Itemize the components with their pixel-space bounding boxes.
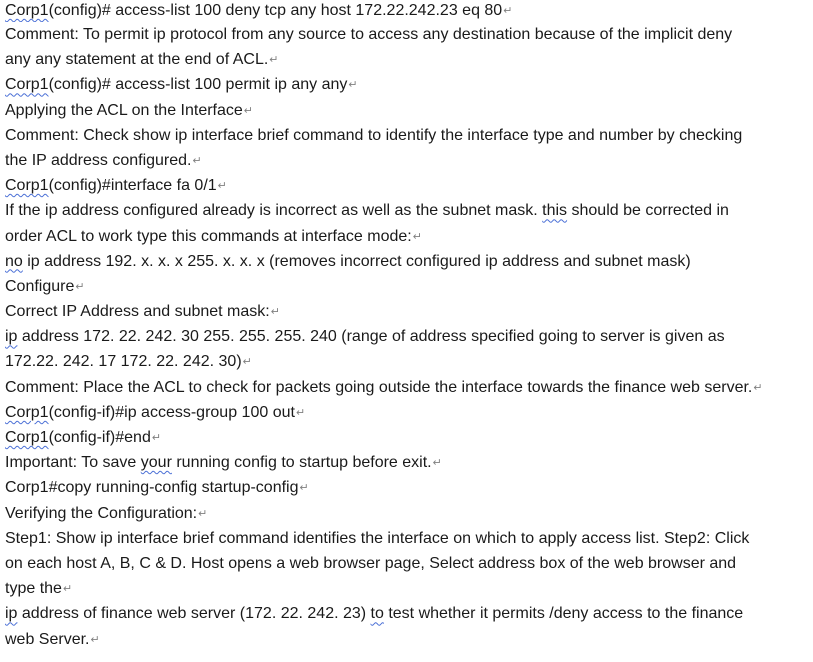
paragraph-mark-icon: ↵ [753,381,763,394]
line-text: any any statement at the end of ACL. [5,51,269,69]
line-text: Corp1#copy running-config startup-config [5,479,299,497]
text-line [5,425,813,450]
text-line [5,249,813,274]
text-line [5,299,813,324]
spellcheck-word: to [370,605,384,623]
spellcheck-word: ip [5,328,18,346]
paragraph-mark-icon: ↵ [217,180,227,193]
spellcheck-word: no [5,252,23,270]
spellcheck-word: Corp1 [5,177,49,195]
paragraph-mark-icon: ↵ [198,507,208,520]
spellcheck-word: Corp1 [5,429,49,446]
text-line [5,450,813,475]
paragraph-mark-icon: ↵ [412,230,422,243]
text-line [5,274,813,299]
line-text: should be corrected in [567,202,729,220]
text-line [5,0,813,22]
paragraph-mark-icon: ↵ [269,54,279,67]
line-text: on each host A, B, C & D. Host opens a web browser page, Select address box of the web browser and [5,554,737,572]
paragraph-mark-icon: ↵ [348,79,358,92]
text-line [5,22,813,47]
line-text: Configure [5,277,75,295]
spellcheck-word: Corp1 [5,2,49,19]
line-text: Comment: Check show ip interface brief command to identify the interface type and number by checking [5,126,743,144]
line-text: (config)# access-list 100 deny tcp any host 172.22.242.23 eq 80 [48,2,503,19]
line-text: the IP address configured. [5,151,192,169]
text-line [5,72,813,97]
text-line [5,123,813,148]
spellcheck-word: Corp1 [5,76,49,94]
line-text: Comment: Place the ACL to check for packets going outside the interface towards the finance web server. [5,378,753,396]
line-text: address 172. 22. 242. 30 255. 255. 255. 240 (range of address specified going to server is given as [17,328,725,346]
paragraph-mark-icon: ↵ [503,5,513,17]
line-text: type the [5,580,62,598]
text-line [5,627,813,652]
paragraph-mark-icon: ↵ [242,356,252,369]
line-text: Comment: To permit ip protocol from any source to access any destination because of the implicit deny [5,26,733,43]
line-text: address of finance web server (172. 22. 242. 23) [17,605,371,623]
spellcheck-word: ip [5,605,18,623]
line-text: Correct IP Address and subnet mask: [5,303,270,321]
text-line [5,148,813,173]
text-line [5,47,813,72]
line-text: Verifying the Configuration: [5,504,198,522]
text-line [5,375,813,400]
line-text: 172.22. 242. 17 172. 22. 242. 30) [5,353,242,371]
paragraph-mark-icon: ↵ [62,583,73,596]
line-text: order ACL to work type this commands at interface mode: [5,227,412,245]
line-text: test whether it permits /deny access to the finance [383,605,744,623]
text-line [5,501,813,526]
paragraph-mark-icon: ↵ [75,280,85,293]
spellcheck-word: this [542,202,568,220]
text-line [5,526,813,551]
line-text: Step1: Show ip interface brief command identifies the interface on which to apply access list. Step2: Click [5,529,750,547]
line-text: Important: To save [5,454,141,472]
line-text: (config-if)#ip access-group 100 out [48,403,295,421]
text-line [5,576,813,601]
text-line [5,475,813,500]
line-text: Applying the ACL on the Interface [5,101,243,119]
text-line [5,98,813,123]
spellcheck-word: your [140,454,172,472]
text-line [5,551,813,576]
paragraph-mark-icon: ↵ [151,432,162,444]
line-text: running config to startup before exit. [171,454,432,472]
spellcheck-word: Corp1 [5,403,49,421]
text-line [5,349,813,374]
paragraph-mark-icon: ↵ [90,633,100,646]
line-text: (config)#interface fa 0/1 [48,177,217,195]
paragraph-mark-icon: ↵ [270,306,280,319]
line-text: (config-if)#end [48,429,151,446]
line-text: web Server. [5,630,90,648]
paragraph-mark-icon: ↵ [243,104,254,117]
paragraph-mark-icon: ↵ [295,406,306,419]
line-text: If the ip address configured already is incorrect as well as the subnet mask. [5,202,543,220]
paragraph-mark-icon: ↵ [432,457,442,470]
text-line [5,224,813,249]
line-text: (config)# access-list 100 permit ip any any [48,76,348,94]
paragraph-mark-icon: ↵ [192,154,202,167]
paragraph-mark-icon: ↵ [299,482,309,495]
line-text: ip address 192. x. x. x 255. x. x. x (removes incorrect configured ip address and subnet mask) [22,252,691,270]
text-line [5,173,813,198]
text-line [5,601,813,626]
text-line [5,400,813,425]
text-line [5,198,813,223]
text-line [5,324,813,349]
